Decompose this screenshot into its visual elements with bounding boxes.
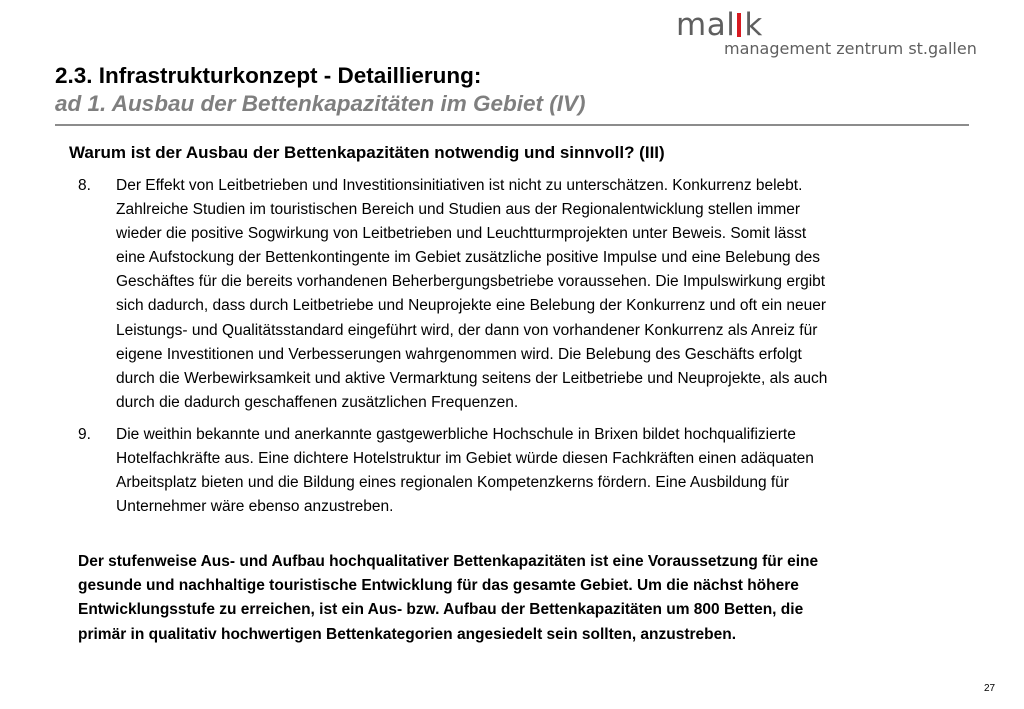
list-item-line: eine Aufstockung der Bettenkontingente im Gebiet zusätzliche positive Impulse und eine Belebung des — [116, 249, 820, 267]
list-item-line: sich dadurch, dass durch Leitbetriebe und Neuprojekte eine Belebung der Konkurrenz und oft ein neuer — [116, 297, 827, 315]
malik-logo — [676, 8, 976, 60]
list-item-line: Hotelfachkräfte aus. Eine dichtere Hotelstruktur im Gebiet würde diesen Fachkräften einen adäquaten — [116, 450, 814, 468]
list-item-line: wieder die positive Sogwirkung von Leitbetrieben und Leuchtturmprojekten unter Beweis. Somit lässt — [116, 225, 807, 243]
logo-red-bar — [737, 13, 741, 37]
logo-tagline: management zentrum st.gallen — [724, 39, 977, 58]
list-item-line: Geschäftes für die bereits vorhandenen Beherbergungsbetriebe voraussehen. Die Impulswirkung ergibt — [116, 273, 826, 291]
list-item-line: Leistungs- und Qualitätsstandard eingeführt wird, der dann von vorhandener Konkurrenz als Anreiz für — [116, 321, 818, 339]
slide-subtitle: ad 1. Ausbau der Bettenkapazitäten im Gebiet (IV) — [55, 91, 586, 116]
list-item-line: Zahlreiche Studien im touristischen Bereich und Studien aus der Regionalentwicklung stellen immer — [116, 201, 801, 219]
logo-wordmark — [676, 8, 763, 42]
list-item-line: Die weithin bekannte und anerkannte gastgewerbliche Hochschule in Brixen bildet hochqualifizierte — [116, 425, 796, 443]
list-item-line: durch die dadurch geschaffenen zusätzlichen Frequenzen. — [116, 393, 519, 411]
list-item-line: Der Effekt von Leitbetrieben und Investitionsinitiativen ist nicht zu unterschätzen. Konkurrenz belebt. — [116, 177, 803, 194]
list-item-line: eigene Investitionen und Verbesserungen wahrgenommen wird. Die Belebung des Geschäfts erfolgt — [116, 345, 802, 363]
list-item-line: durch die Werbewirksamkeit und aktive Vermarktung seitens der Leitbetriebe und Neuprojekte, als auch — [116, 369, 828, 387]
conclusion-line: Entwicklungsstufe zu erreichen, ist ein Aus- bzw. Aufbau der Bettenkapazitäten um 800 Betten, die — [78, 601, 804, 619]
list-item-line: Unternehmer wäre ebenso anzustreben. — [116, 498, 394, 516]
logo-wordmark-right: k — [744, 7, 763, 43]
conclusion-line: gesunde und nachhaltige touristische Entwicklung für das gesamte Gebiet. Um die nächst höhere — [78, 577, 799, 595]
list-item-line: Arbeitsplatz bieten und die Bildung eines regionalen Kompetenzkerns fördern. Eine Ausbildung für — [116, 474, 789, 492]
list-item-9 — [78, 423, 978, 519]
conclusion-line: primär in qualitativ hochwertigen Bettenkategorien angesiedelt sein sollten, anzustreben. — [78, 625, 737, 643]
list-item-number: 9. — [78, 425, 91, 443]
logo-wordmark-left: mal — [676, 7, 736, 43]
conclusion-paragraph — [78, 550, 978, 647]
slide-title: 2.3. Infrastrukturkonzept - Detaillierung: — [55, 63, 482, 88]
page-number: 27 — [984, 683, 996, 694]
list-item-8 — [78, 174, 978, 415]
section-heading: Warum ist der Ausbau der Bettenkapazitäten notwendig und sinnvoll? (III) — [69, 143, 665, 162]
list-item-number: 8. — [78, 177, 91, 194]
conclusion-line: Der stufenweise Aus- und Aufbau hochqualitativer Bettenkapazitäten ist eine Voraussetzung für eine — [78, 553, 819, 570]
numbered-list — [78, 174, 978, 519]
title-divider — [55, 124, 969, 126]
